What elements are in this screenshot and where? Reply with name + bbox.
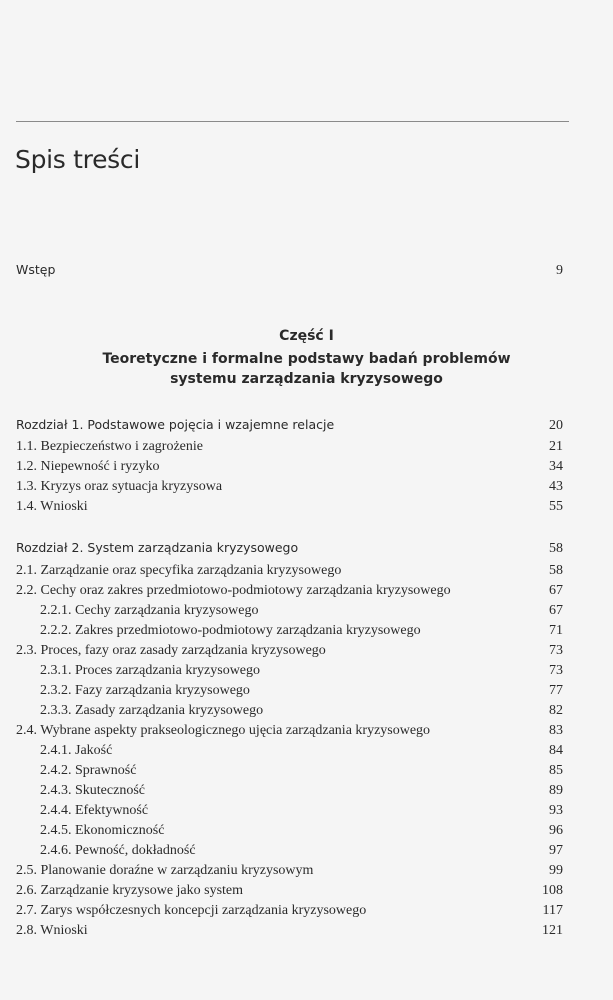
toc-chapter-heading [16,540,563,560]
toc-entry [16,743,563,763]
toc-entry-page: 55 [549,499,563,514]
toc-entry-page: 93 [549,803,563,818]
toc-entry-page: 83 [549,723,563,738]
toc-entry-label: 2.4.1. Jakość [40,743,113,758]
toc-entry-page: 58 [549,563,563,578]
toc-entry-label: Wstęp [16,262,56,277]
toc-entry-label: 2.8. Wnioski [16,923,88,938]
toc-entry [16,883,563,903]
toc-entry [16,723,563,743]
toc-entry [16,663,563,683]
toc-entry [16,459,563,479]
header-rule [16,121,569,122]
page-title: Spis treści [15,144,140,174]
toc-entry-page: 20 [549,418,563,433]
toc-entry-page: 85 [549,763,563,778]
toc-entry-label: Rozdział 2. System zarządzania kryzysowego [16,540,299,555]
toc-entry-label: 2.4.5. Ekonomiczność [40,823,165,838]
toc-entry-page: 58 [549,541,563,556]
toc-entry-page: 67 [549,603,563,618]
toc-entry-page: 121 [542,923,563,938]
toc-entry-label: 2.4. Wybrane aspekty prakseologicznego ujęcia zarządzania kryzysowego [16,723,431,738]
toc-entry-page: 77 [549,683,563,698]
toc-entry [16,803,563,823]
toc-entry [16,823,563,843]
toc-entry [16,563,563,583]
toc-entry-page: 89 [549,783,563,798]
toc-entry [16,683,563,703]
toc-entry [16,843,563,863]
toc-entry-page: 34 [549,459,563,474]
toc-entry [16,703,563,723]
toc-entry-label: 2.3.2. Fazy zarządzania kryzysowego [40,683,250,698]
toc-entry-intro [16,262,563,282]
toc-entry [16,863,563,883]
toc-entry-page: 117 [542,903,563,918]
toc-entry-label: 2.4.3. Skuteczność [40,783,145,798]
toc-entry-label: 2.3.1. Proces zarządzania kryzysowego [40,663,261,678]
toc-entry-label: 2.5. Planowanie doraźne w zarządzaniu kryzysowym [16,863,314,878]
toc-entry-label: 2.4.4. Efektywność [40,803,149,818]
toc-entry-page: 73 [549,663,563,678]
toc-entry-label: 2.4.2. Sprawność [40,763,137,778]
toc-entry-label: 1.2. Niepewność i ryzyko [16,459,160,474]
toc-entry-label: 2.2.1. Cechy zarządzania kryzysowego [40,603,259,618]
toc-entry-label: 2.4.6. Pewność, dokładność [40,843,196,858]
toc-entry [16,479,563,499]
toc-entry-label: 1.4. Wnioski [16,499,88,514]
toc-entry-page: 21 [549,439,563,454]
toc-entry [16,439,563,459]
toc-entry [16,643,563,663]
toc-entry [16,783,563,803]
toc-entry-page: 96 [549,823,563,838]
toc-entry-page: 82 [549,703,563,718]
toc-entry-page: 108 [542,883,563,898]
toc-entry-page: 99 [549,863,563,878]
toc-entry-label: 1.1. Bezpieczeństwo i zagrożenie [16,439,203,454]
toc-entry-label: 2.6. Zarządzanie kryzysowe jako system [16,883,244,898]
toc-entry [16,623,563,643]
toc-entry-label: 2.3.3. Zasady zarządzania kryzysowego [40,703,264,718]
part-title-line2: systemu zarządzania kryzysowego [170,371,443,387]
toc-entry [16,499,563,519]
part-label: Część I [279,328,334,344]
toc-entry-page: 71 [549,623,563,638]
toc-entry-label: 2.1. Zarządzanie oraz specyfika zarządzania kryzysowego [16,563,342,578]
toc-entry [16,583,563,603]
toc-entry-label: 2.7. Zarys współczesnych koncepcji zarządzania kryzysowego [16,903,367,918]
toc-entry-page: 97 [549,843,563,858]
toc-entry-page: 73 [549,643,563,658]
part-title-line1: Teoretyczne i formalne podstawy badań problemów [102,351,511,367]
toc-entry [16,603,563,623]
toc-entry-page: 67 [549,583,563,598]
toc-entry-label: 2.3. Proces, fazy oraz zasady zarządzania kryzysowego [16,643,326,658]
toc-entry-label: 1.3. Kryzys oraz sytuacja kryzysowa [16,479,223,494]
toc-entry [16,923,563,943]
toc-entry-page: 9 [556,263,563,278]
toc-entry-label: 2.2. Cechy oraz zakres przedmiotowo-podmiotowy zarządzania kryzysowego [16,583,451,598]
toc-entry [16,903,563,923]
toc-entry-page: 84 [549,743,563,758]
toc-entry-label: 2.2.2. Zakres przedmiotowo-podmiotowy zarządzania kryzysowego [40,623,421,638]
toc-entry-page: 43 [549,479,563,494]
toc-entry [16,763,563,783]
toc-chapter-heading [16,417,563,437]
toc-entry-label: Rozdział 1. Podstawowe pojęcia i wzajemne relacje [16,417,335,432]
